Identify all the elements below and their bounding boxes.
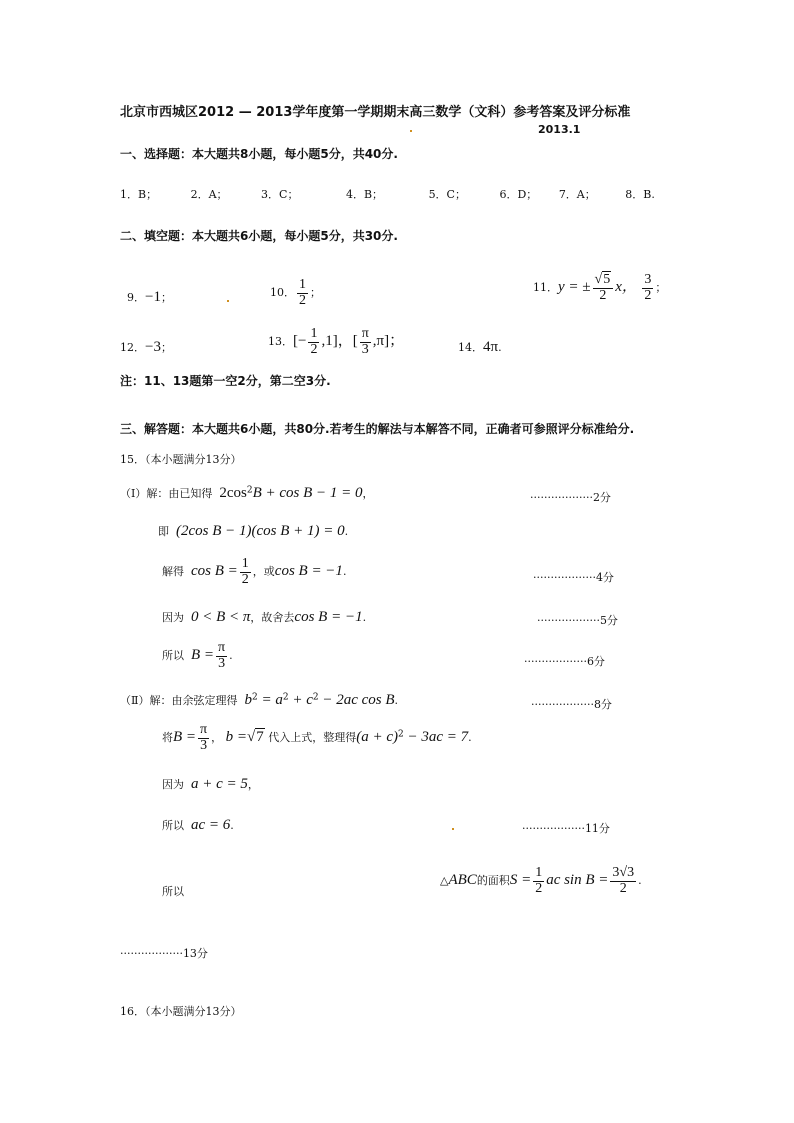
p15-line-2: 即 (2cos B − 1)(cos B + 1) = 0. xyxy=(158,523,349,539)
score-8: ··················8分 xyxy=(531,698,612,711)
p15-line-4: 因为 0 < B < π，故舍去cos B = −1. xyxy=(162,609,367,625)
problem-16-heading: 16．（本小题满分13分） xyxy=(120,1005,242,1018)
choice-2: 2．A； xyxy=(190,188,228,201)
p15-line-9: 所以 ac = 6. xyxy=(162,817,234,833)
choice-7: 7．A； xyxy=(558,188,596,201)
fill-12: 12．−3； xyxy=(120,339,172,355)
p15-line-10: △ABC的面积S = $\frac{1}{2}$ ac sin B = $\frac{3√3}{2}$ . xyxy=(440,865,642,896)
choice-8: 8．B. xyxy=(625,188,655,201)
score-4: ··················4分 xyxy=(533,571,614,584)
fill-9: 9．−1； xyxy=(127,289,172,305)
choice-1: 1．B； xyxy=(120,188,158,201)
p15-line-6: （Ⅱ）解：由余弦定理得 $b^2 = a^2 + c^2 - 2ac$ cos B. xyxy=(120,692,399,708)
fill-10: 10． $\frac{1}{2}$ ； xyxy=(270,277,321,308)
score-5: ··················5分 xyxy=(537,614,618,627)
fill-11: 11．y = ± $\frac{√5}{2}$ x， $\frac{3}{2}$ ； xyxy=(533,272,667,303)
p15-line-10-label: 所以 xyxy=(162,885,184,898)
choice-6: 6．D； xyxy=(499,188,538,201)
problem-15-heading: 15．（本小题满分13分） xyxy=(120,453,242,466)
section-fill-heading: 二、填空题：本大题共6小题，每小题5分，共30分. xyxy=(120,229,398,243)
section-choice-heading: 一、选择题：本大题共8小题，每小题5分，共40分. xyxy=(120,147,398,161)
score-6: ··················6分 xyxy=(524,655,605,668)
p15-line-5: 所以 B = $\frac{\pi}{3}$ . xyxy=(162,640,233,671)
score-13: ··················13分 xyxy=(120,947,208,960)
choice-4: 4．B； xyxy=(345,188,384,201)
choice-5: 5．C； xyxy=(428,188,466,201)
note: 注：11、13题第一空2分，第二空3分. xyxy=(120,374,331,388)
p15-line-8: 因为 a + c = 5， xyxy=(162,776,259,792)
fill-14: 14．4π. xyxy=(458,339,502,355)
choice-answers xyxy=(120,186,655,202)
p15-line-7: 将B = $\frac{\pi}{3}$ ， b =√7 代入上式，整理得$(a + c)^2 - 3ac = 7$. xyxy=(162,722,472,753)
choice-3: 3．C； xyxy=(261,188,299,201)
score-2: ··················2分 xyxy=(530,491,611,504)
p15-line-3: 解得 cos B = $\frac{1}{2}$ ，或cos B = −1. xyxy=(162,556,347,587)
p15-line-1: （Ⅰ）解：由已知得 $2\cos^2B + \cos B - 1 = 0$， xyxy=(120,485,374,501)
section-solve-heading: 三、解答题：本大题共6小题，共80分.若考生的解法与本解答不同，正确者可参照评分标准给分. xyxy=(120,422,635,436)
date: 2013.1 xyxy=(538,123,581,136)
score-11: ··················11分 xyxy=(522,822,610,835)
page-title: 北京市西城区2012 — 2013学年度第一学期期末高三数学（文科）参考答案及评分标准 xyxy=(120,105,631,120)
fill-13: 13．[− $\frac{1}{2}$ ,1]，[ $\frac{\pi}{3}$ ,π]； xyxy=(268,326,405,357)
